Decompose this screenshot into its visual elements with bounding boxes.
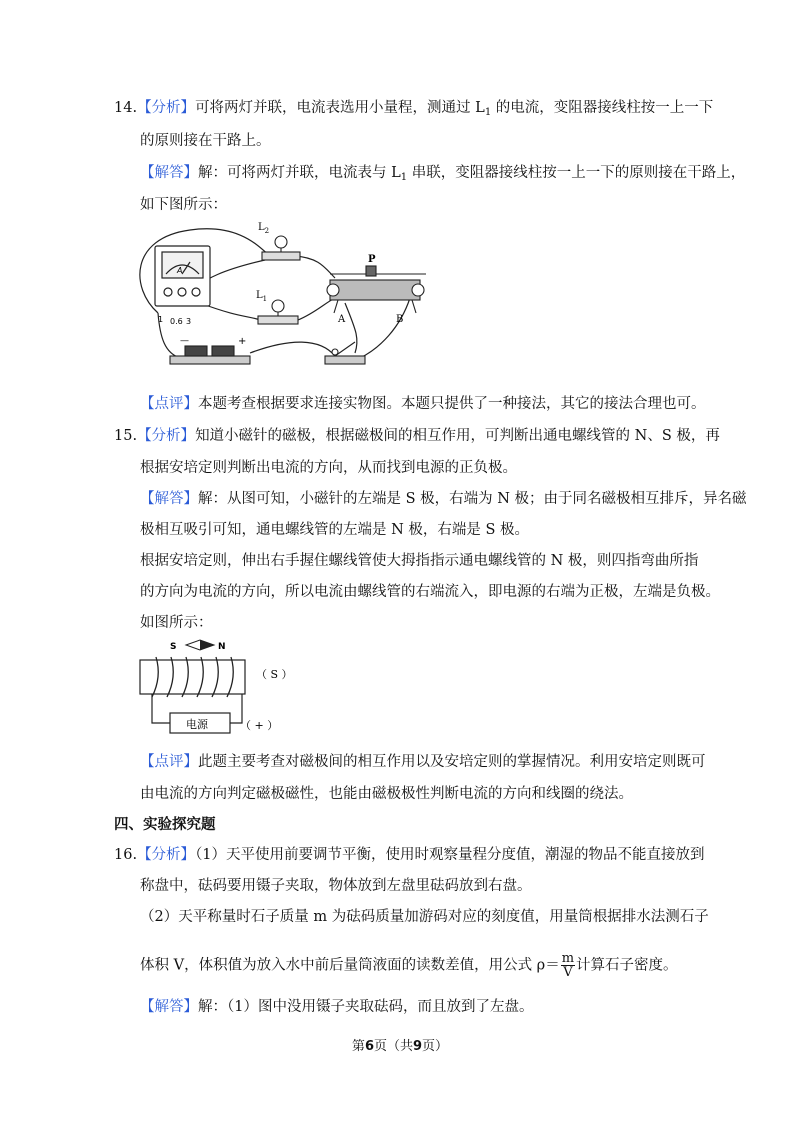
q15-answer-line4: 的方向为电流的方向，所以电流由螺线管的右端流入，即电源的右端为正极，左端是负极。 <box>140 584 720 600</box>
q14-analysis-line1: 14.【分析】可将两灯并联，电流表选用小量程，测通过 $L_1$ 的电流，变阻器接线柱按一上一下 <box>114 100 714 118</box>
section-title: 四、实验探究题 <box>114 816 216 833</box>
wire <box>295 256 335 278</box>
right-pole-label: （ S ） <box>256 668 293 681</box>
q15-answer-line2: 极相互吸引可知，通电螺线管的左端是 N 极，右端是 S 极。 <box>140 522 530 538</box>
page-footer: 第6页（共9页） <box>351 1039 449 1054</box>
needle-s-label: S <box>170 642 177 652</box>
page-total: 9 <box>413 1039 423 1054</box>
answer-tag: 【解答】 <box>140 999 198 1015</box>
q14-answer-line1: 【解答】解：可将两灯并联，电流表与 $L_1$ 串联，变阻器接线柱按一上一下的原则接在干路上， <box>140 165 746 183</box>
needle-n-label: N <box>218 642 226 652</box>
wire <box>250 342 335 356</box>
q15-comment-line2: 由电流的方向判定磁极磁性，也能由磁极极性判断电流的方向和线圈的绕法。 <box>140 786 633 802</box>
question-number: 14. <box>114 100 138 116</box>
compass-needle <box>186 640 214 650</box>
rheostat <box>327 266 426 313</box>
q16-analysis-line3: （2）天平称量时石子质量 m 为砝码质量加游码对应的刻度值，用量筒根据排水法测石子 <box>140 909 709 925</box>
svg-text:0.6: 0.6 <box>170 317 183 326</box>
q14-comment: 【点评】本题考查根据要求连接实物图。本题只提供了一种接法，其它的接法合理也可。 <box>140 396 706 412</box>
ammeter <box>155 246 210 306</box>
q16-analysis-line1: 16.【分析】（1）天平使用前要调节平衡，使用时观察量程分度值，潮湿的物品不能直接放到 <box>114 847 705 863</box>
lamp-l1 <box>258 300 298 324</box>
svg-text:1: 1 <box>158 315 164 324</box>
q15-comment-line1: 【点评】此题主要考查对磁极间的相互作用以及安培定则的掌握情况。利用安培定则既可 <box>140 754 706 770</box>
answer-tag: 【解答】 <box>140 165 198 181</box>
q16-analysis-line2: 称盘中，砝码要用镊子夹取，物体放到左盘里砝码放到右盘。 <box>140 878 532 894</box>
battery-minus: — <box>180 336 189 346</box>
meter-label: A <box>177 266 183 275</box>
q15-answer-line3: 根据安培定则，伸出右手握住螺线管使大拇指指示通电螺线管的 N 极，则四指弯曲所指 <box>140 553 699 569</box>
analysis-tag: 【分析】 <box>137 428 196 444</box>
question-number: 15. <box>114 428 138 444</box>
q15-answer-line1: 【解答】解：从图可知，小磁针的左端是 S 极，右端为 N 极；由于同名磁极相互排斥，异名磁 <box>140 491 747 507</box>
source-sign-label: （ + ） <box>240 719 279 732</box>
q15-answer-line5: 如图所示： <box>140 615 213 631</box>
analysis-tag: 【分析】 <box>137 100 196 116</box>
source-label: 电源 <box>186 718 208 731</box>
comment-tag: 【点评】 <box>140 396 198 412</box>
terminal-b-label: B <box>396 314 404 325</box>
wire <box>298 298 335 320</box>
q16-analysis-line4: 体积 V，体积值为放入水中前后量筒液面的读数差值，用公式 ρ＝ $\frac{m}{V}$ 计算石子密度。 <box>140 951 678 980</box>
l1-label: $L_1$ <box>256 290 268 303</box>
svg-text:3: 3 <box>186 317 192 326</box>
page-number: 6 <box>364 1039 374 1054</box>
q14-answer-line2: 如下图所示： <box>140 197 227 213</box>
density-fraction: $\frac{m}{V}$ <box>561 951 575 980</box>
q15-analysis-line1: 15.【分析】知道小磁针的磁极，根据磁极间的相互作用，可判断出通电螺线管的 N、S 极，再 <box>114 428 720 444</box>
analysis-tag: 【分析】 <box>137 847 196 863</box>
terminal-a-label: A <box>338 314 346 325</box>
answer-tag: 【解答】 <box>140 491 198 507</box>
battery <box>170 346 250 364</box>
q15-analysis-line2: 根据安培定则判断出电流的方向，从而找到电源的正负极。 <box>140 460 517 476</box>
solenoid-figure <box>138 633 338 738</box>
wire <box>360 298 410 358</box>
comment-tag: 【点评】 <box>140 754 198 770</box>
wire <box>345 303 357 353</box>
wire <box>152 694 170 723</box>
battery-plus: + <box>238 336 247 347</box>
q16-answer-line1: 【解答】解：（1）图中没用镊子夹取砝码，而且放到了左盘。 <box>140 999 534 1015</box>
question-number: 16. <box>114 847 138 863</box>
q14-analysis-line2: 的原则接在干路上。 <box>140 133 271 149</box>
circuit-figure <box>130 218 450 378</box>
slider-label: P <box>368 254 376 265</box>
l2-label: $L_2$ <box>258 222 270 235</box>
lamp-l2 <box>262 236 300 260</box>
switch <box>325 342 365 364</box>
